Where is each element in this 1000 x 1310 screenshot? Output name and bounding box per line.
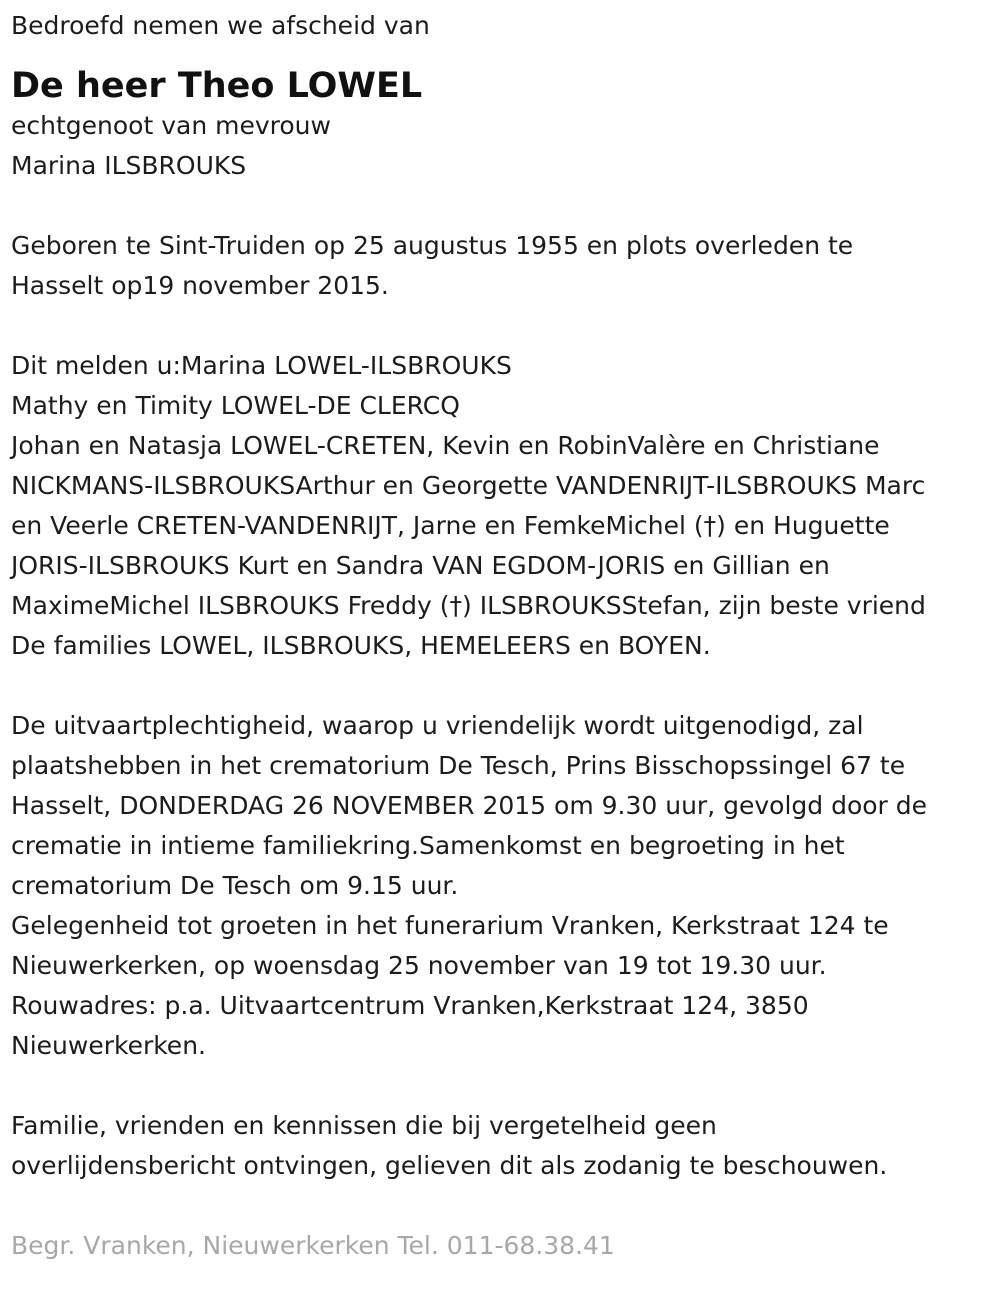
paragraph-line: NICKMANS-ILSBROUKSArthur en Georgette VANDENRIJT-ILSBROUKS Marc bbox=[11, 471, 926, 500]
spacer bbox=[11, 1186, 993, 1226]
deceased-name: De heer Theo LOWEL bbox=[11, 66, 423, 106]
intro-text: Bedroefd nemen we afscheid van bbox=[11, 11, 430, 40]
paragraph-line: Nieuwerkerken, op woensdag 25 november van 19 tot 19.30 uur. bbox=[11, 951, 827, 980]
paragraph-line: Dit melden u:Marina LOWEL-ILSBROUKS bbox=[11, 351, 512, 380]
paragraph-line: Hasselt op19 november 2015. bbox=[11, 271, 389, 300]
paragraph-line: Hasselt, DONDERDAG 26 NOVEMBER 2015 om 9.30 uur, gevolgd door de bbox=[11, 791, 928, 820]
closing-paragraph bbox=[11, 1106, 993, 1186]
paragraph-line: plaatshebben in het crematorium De Tesch, Prins Bisschopssingel 67 te bbox=[11, 751, 906, 780]
paragraph-line: crematorium De Tesch om 9.15 uur. bbox=[11, 871, 459, 900]
paragraph-line: JORIS-ILSBROUKS Kurt en Sandra VAN EGDOM-JORIS en Gillian en bbox=[11, 551, 830, 580]
spacer bbox=[11, 186, 993, 226]
funeral-home-footer: Begr. Vranken, Nieuwerkerken Tel. 011-68.38.41 bbox=[11, 1231, 615, 1260]
paragraph-line: De families LOWEL, ILSBROUKS, HEMELEERS en BOYEN. bbox=[11, 631, 711, 660]
paragraph-line: Rouwadres: p.a. Uitvaartcentrum Vranken,Kerkstraat 124, 3850 bbox=[11, 991, 809, 1020]
family-paragraph bbox=[11, 346, 993, 666]
birth-death-paragraph bbox=[11, 226, 993, 306]
paragraph-line: Familie, vrienden en kennissen die bij vergetelheid geen bbox=[11, 1111, 717, 1140]
paragraph-line: en Veerle CRETEN-VANDENRIJT, Jarne en FemkeMichel (†) en Huguette bbox=[11, 511, 890, 540]
paragraph-line: Nieuwerkerken. bbox=[11, 1031, 206, 1060]
spacer bbox=[11, 666, 993, 706]
paragraph-line: MaximeMichel ILSBROUKS Freddy (†) ILSBROUKSStefan, zijn beste vriend bbox=[11, 591, 926, 620]
paragraph-line: crematie in intieme familiekring.Samenkomst en begroeting in het bbox=[11, 831, 845, 860]
paragraph-line: De uitvaartplechtigheid, waarop u vriendelijk wordt uitgenodigd, zal bbox=[11, 711, 864, 740]
paragraph-line: Johan en Natasja LOWEL-CRETEN, Kevin en RobinValère en Christiane bbox=[11, 431, 880, 460]
spouse-line: echtgenoot van mevrouw bbox=[11, 111, 331, 140]
spacer bbox=[11, 1066, 993, 1106]
obituary-notice bbox=[11, 6, 993, 1266]
ceremony-paragraph bbox=[11, 706, 993, 1066]
spacer bbox=[11, 306, 993, 346]
paragraph-line: Gelegenheid tot groeten in het funerarium Vranken, Kerkstraat 124 te bbox=[11, 911, 889, 940]
paragraph-line: overlijdensbericht ontvingen, gelieven dit als zodanig te beschouwen. bbox=[11, 1151, 888, 1180]
paragraph-line: Mathy en Timity LOWEL-DE CLERCQ bbox=[11, 391, 460, 420]
paragraph-line: Geboren te Sint-Truiden op 25 augustus 1955 en plots overleden te bbox=[11, 231, 854, 260]
spouse-name: Marina ILSBROUKS bbox=[11, 151, 247, 180]
